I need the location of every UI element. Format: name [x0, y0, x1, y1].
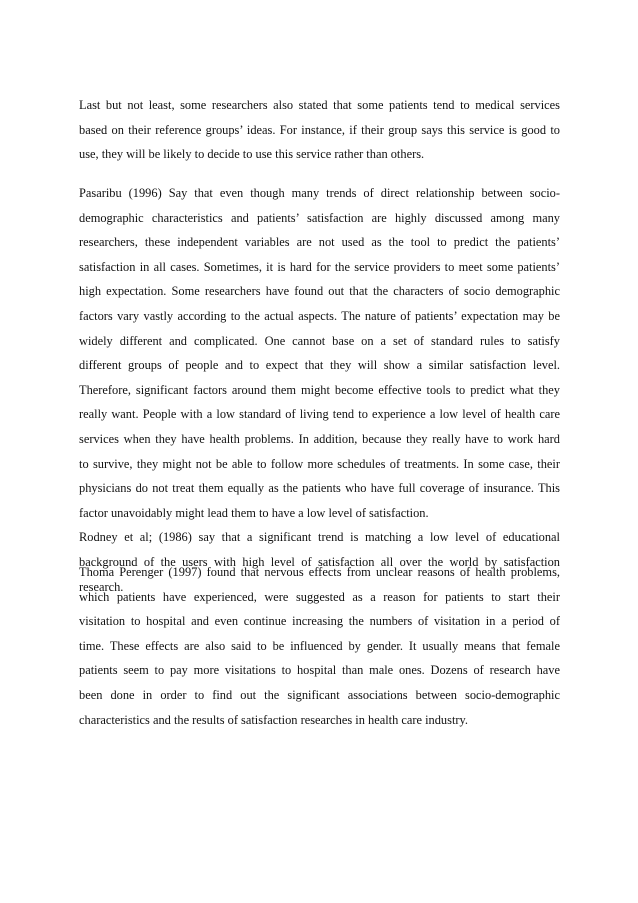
paragraph-pasaribu — [79, 181, 560, 599]
text-line: characteristics and the results of satisfaction researches in health care industry. — [79, 712, 468, 727]
text-line: Thoma Perenger (1997) found that nervous effects from unclear reasons of health problems, — [79, 565, 560, 579]
text-line: high expectation. Some researchers have found out that the characters of socio demographic — [79, 284, 560, 299]
text-line: services when they have health problems. In addition, because they really have to work hard — [79, 431, 560, 446]
text-line: time. These effects are also said to be influenced by gender. It usually means that female — [79, 638, 560, 653]
text-line: based on their reference groups’ ideas. For instance, if their group says this service is good to — [79, 122, 560, 137]
text-line: background of the users with high level of satisfaction all over the world by satisfaction — [79, 554, 560, 569]
text-line: Therefore, significant factors around them might become effective tools to predict what they — [79, 382, 560, 397]
text-line: widely different and complicated. One cannot base on a set of standard rules to satisfy — [79, 333, 560, 348]
text-line: which patients have experienced, were suggested as a reason for patients to start their — [79, 589, 560, 604]
text-line: researchers, these independent variables are not used as the tool to predict the patients’ — [79, 235, 560, 250]
text-line: to survive, they might not be able to follow more schedules of treatments. In some case, their — [79, 456, 560, 471]
text-line: Pasaribu (1996) Say that even though many trends of direct relationship between socio- — [79, 186, 560, 200]
paragraph-reference-groups — [79, 93, 560, 167]
text-line: Rodney et al; (1986) say that a significant trend is matching a low level of educational — [79, 530, 560, 545]
paragraph-thoma-perenger — [79, 560, 560, 732]
text-line: research. — [79, 579, 124, 594]
text-line: physicians do not treat them equally as the patients who have full coverage of insurance. This — [79, 481, 560, 496]
text-line: been done in order to find out the significant associations between socio-demographic — [79, 687, 560, 702]
text-line: use, they will be likely to decide to use this service rather than others. — [79, 147, 425, 162]
text-line: satisfaction in all cases. Sometimes, it is hard for the service providers to meet some patients’ — [79, 259, 560, 274]
text-line: visitation to hospital and even continue increasing the numbers of visitation in a period of — [79, 614, 560, 629]
text-line: different groups of people and to expect that they will show a similar satisfaction level. — [79, 358, 560, 373]
text-line: factor unavoidably might lead them to have a low level of satisfaction. — [79, 505, 429, 520]
text-line: really want. People with a low standard of living tend to experience a low level of health care — [79, 407, 560, 422]
text-line: demographic characteristics and patients’ satisfaction are highly discussed among many — [79, 210, 560, 225]
text-line: Last but not least, some researchers also stated that some patients tend to medical services — [79, 98, 560, 112]
text-line: patients seem to pay more visitations to hospital than male ones. Dozens of research have — [79, 663, 560, 678]
text-line: factors vary vastly according to the actual aspects. The nature of patients’ expectation may be — [79, 308, 560, 323]
